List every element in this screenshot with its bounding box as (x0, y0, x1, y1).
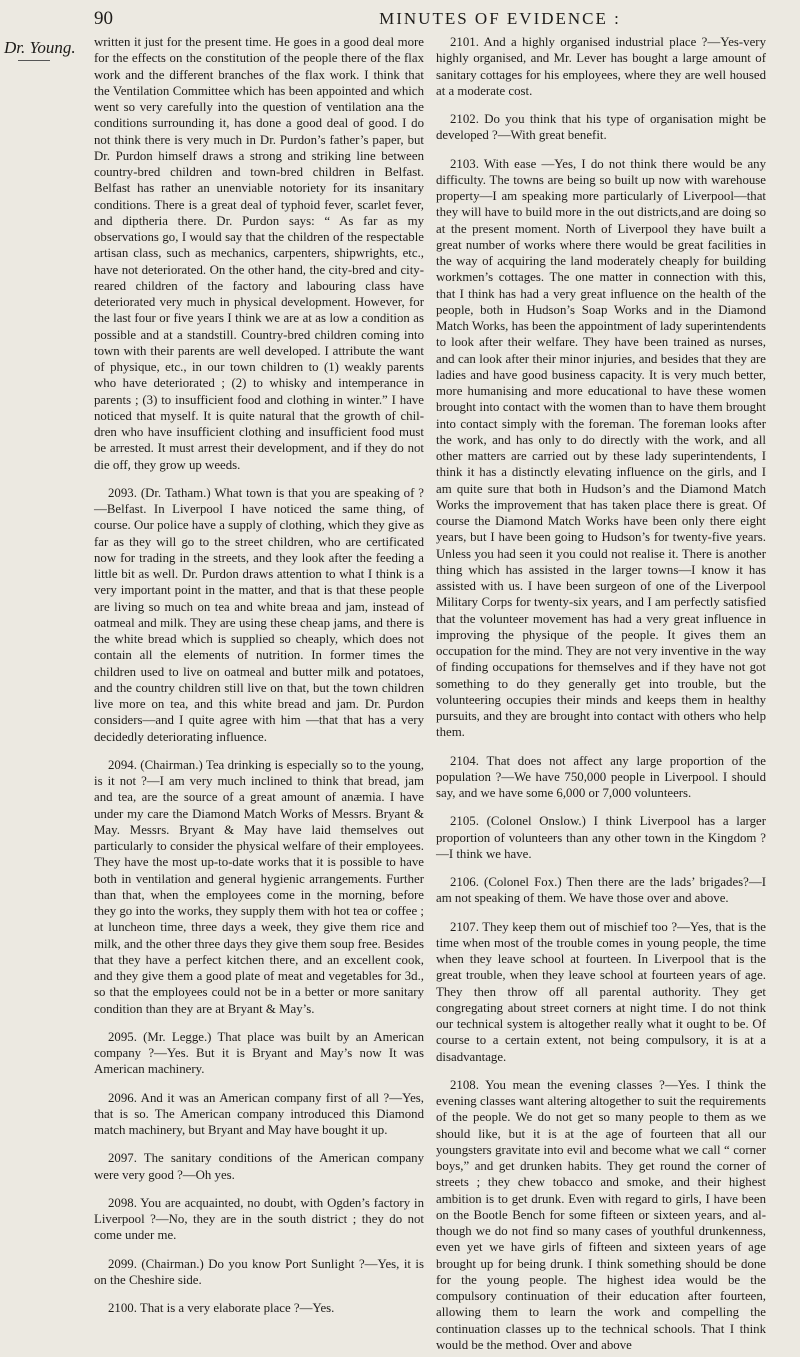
paragraph: 2093. (Dr. Tatham.) What town is that you are speaking of ?—Belfast. In Liverpool I have noticed the same thing, of course. Our police have a supply of clothing, which they give as far as they will go to the street children, who are certificated now for trading in the streets, and they look after the feeding a little bit as well. Dr. Purdon draws attention to what I think is a very important point in the matter, and that is that these people are living so much on tea and white breaa and jam, instead of oatmeal and milk. They are using these cheap jams, and there is the white bread which is supplied so cheaply, which does not contain all the elements of nutrition. In former times the children used to live on oatmeal and butter milk and potatoes, and the country children still live on that, but the town children live more on tea, and this white bread and jam. Dr. Purdon considers—and I quite agree with him —that that has a very decidedly deteriorating influence. (94, 485, 424, 744)
page-number: 90 (94, 8, 113, 29)
running-title: MINUTES OF EVIDENCE : (379, 9, 621, 28)
paragraph: 2103. With ease —Yes, I do not think there would be any difficulty. The towns are being so built up now with warehouse property—I am speaking more particularly of Liverpool—that they will have to build more in the out districts,and are doing so at the present moment. North of Liverpool they have built a great number of works where there would be great facilities in the way of acquiring the land moderately cheaply for building workmen’s cottages. The one matter in connection with this, that I think has had a very great influence on the health of the people, both in Hudson’s Soap Works and in the Diamond Match Works, has been the appointment of lady superintendents to look after their welfare. They have been trained as nurses, and can look after their minor injuries, and besides that they are ladies and have good business capacity. It is very much better, more humanising and more educational to have these women brought into contact with the women than to have them brought into contact simply with the foreman. The foreman looks after the work, and has only to do directly with the work, and all other matters are carried out by these lady superintendents, I think it has a distinctly elevating influence on the girls, and I am quite sure that both in Hudson’s and the Diamond Match Works the improvement that has taken place there is great. Of course the Diamond Match Works have been only there eight years, but I have been going to Hudson’s for twenty-five years. Unless you had seen it you could not realise it. There is another thing which has assisted in the larger towns—I know it has assisted with us. I have been surgeon of one of the Liverpool Military Corps for twenty-six years, and I am perfectly satisfied that the volunteer movement has had a very great influence in improving the physique of the people. It gives them an occupation for the mind. They are not very inventive in the way of finding occupations for themselves and if they have not got something to do they generally get into trouble, but the volunteering occupies their minds and keeps them in healthy pursuits, and they are brought into contact with others who help them. (436, 156, 766, 740)
margin-speaker-label: Dr. Young. (4, 38, 76, 57)
paragraph: 2099. (Chairman.) Do you know Port Sunlight ?—Yes, it is on the Cheshire side. (94, 1256, 424, 1287)
left-column (94, 34, 424, 1320)
paragraph: 2094. (Chairman.) Tea drinking is especially so to the young, is it not ?—I am very much inclined to think that bread, jam and tea, are the source of a great amount of anæmia. I have under my care the Diamond Match Works of Messrs. Bryant & May. Messrs. Bryant & May have laid themselves out particularly to consider the physical welfare of their employees. They have the most up-to-date works that it is possible to have both in ventilation and general hygienic arrangements. Further than that, when the employees come in the morning, before they go into the works, they supply them with hot tea or coffee ; at luncheon time, three days a week, they give them rice and milk, and the other three days they give them soup free. Besides that they have a perfect kitchen there, and an excellent cook, and they give them a good plate of meat and vegetables for 3d., so that the employees could not be in a better or more sanitary condition than they are at Bryant & May’s. (94, 757, 424, 1016)
paragraph: 2100. That is a very elaborate place ?—Yes. (108, 1301, 335, 1315)
paragraph: 2106. (Colonel Fox.) Then there are the lads’ brigades?—I am not speaking of them. We have those over and above. (436, 875, 766, 906)
paragraph: 2095. (Mr. Legge.) That place was built by an American company ?—Yes. But it is Bryant and May’s now It was American machinery. (94, 1029, 424, 1077)
paragraph: 2108. You mean the evening classes ?—Yes. I think the evening classes want altering altogether to suit the requirements of the people. We do not get so many people to them as we should like, but it is at the age of fourteen that all our youngsters gravitate into evil and become what we call “ corner boys,” and get drunken habits. They get round the corner of streets ; they chew tobacco and smoke, and their highest ambition is to get drunk. Even with regard to girls, I have been on the Bootle Bench for some fifteen or sixteen years, and although we do not find so many cases of youthful drunkenness, even yet we have girls of fifteen and sixteen years of age brought up for being drunk. I think something should be done for the young people. The highest idea would be the compulsory continuation of their education after fourteen, allowing them to learn the work and compelling the continuation classes up to the technical schools. That I think would be the method. Over and above (436, 1077, 766, 1352)
paragraph: 2104. That does not affect any large proportion of the population ?—We have 750,000 people in Liverpool. I should say, and we have some 6,000 or 7,000 volunteers. (436, 753, 766, 800)
paragraph: 2097. The sanitary conditions of the American company were very good ?—Oh yes. (94, 1151, 424, 1182)
paragraph: 2101. And a highly organised industrial place ?—Yes-very highly organised, and Mr. Lever has bought a large amount of sanitary cottages for his employees, where they are well housed at a moderate cost. (436, 35, 766, 98)
paragraph: written it just for the present time. He goes in a good deal more for the effects on the constitution of the people there of the flax work and the different branches of the flax work. I think that the Ventilation Committee which has been appointed and which went so very carefully into the question of ventilation ana the conditions surrounding it, has done a good deal of good. I do not think there is very much in Dr. Purdon’s father’s paper, but Dr. Purdon himself draws a strong and striking line between country-bred children and town-bred children in Belfast. Belfast has rather an unenviable notoriety for its insanitary conditions. There is a great deal of typhoid fever, scarlet fever, and diptheria there. Dr. Purdon says: “ As far as my observations go, I would say that the children of the respectable artisan class, such as mechanics, carpenters, shipwrights, etc., have not deteriorated. On the other hand, the city-bred and city-reared children of the factory and labouring class have deteriorated very much in physical development. However, for the last four or five years I think we are at as low a condition as possible and at a standstill. Country-bred children coming into town with their parents are well developed. I attribute the want of physique, etc., in our town children to (1) weakly parents who have deteriorated ; (2) to whisky and intemperance in parents ; (3) to insufficient food and clothing in winter.” I have noticed that myself. It is quite natural that the growth of children who have insufficient clothing and insufficient food must be arrested. It must arrest their development, and if they do not die off, they grow up weeds. (94, 35, 424, 472)
margin-rule (18, 60, 50, 61)
page-header (0, 8, 800, 32)
paragraph: 2105. (Colonel Onslow.) I think Liverpool has a larger proportion of volunteers than any other town in the Kingdom ?—I think we have. (436, 814, 766, 861)
right-column (436, 34, 766, 1357)
paragraph: 2107. They keep them out of mischief too ?—Yes, that is the time when most of the trouble comes in young people, the time when they leave school at fourteen. In Liverpool that is the great trouble, when they leave school at fourteen years of age. They then throw off all parental authority. They get congregating about street corners at night time. I do not think our technical system is altogether really what it ought to be. Of course to a certain extent, not being compulsory, it is at a disadvantage. (436, 919, 766, 1064)
paragraph: 2098. You are acquainted, no doubt, with Ogden’s factory in Liverpool ?—No, they are in the south district ; they do not come under me. (94, 1195, 424, 1243)
paragraph: 2096. And it was an American company first of all ?—Yes, that is so. The American company introduced this Diamond match machinery, but Bryant and May have bought it up. (94, 1090, 424, 1137)
paragraph: 2102. Do you think that his type of organisation might be developed ?—With great benefit. (436, 112, 766, 143)
